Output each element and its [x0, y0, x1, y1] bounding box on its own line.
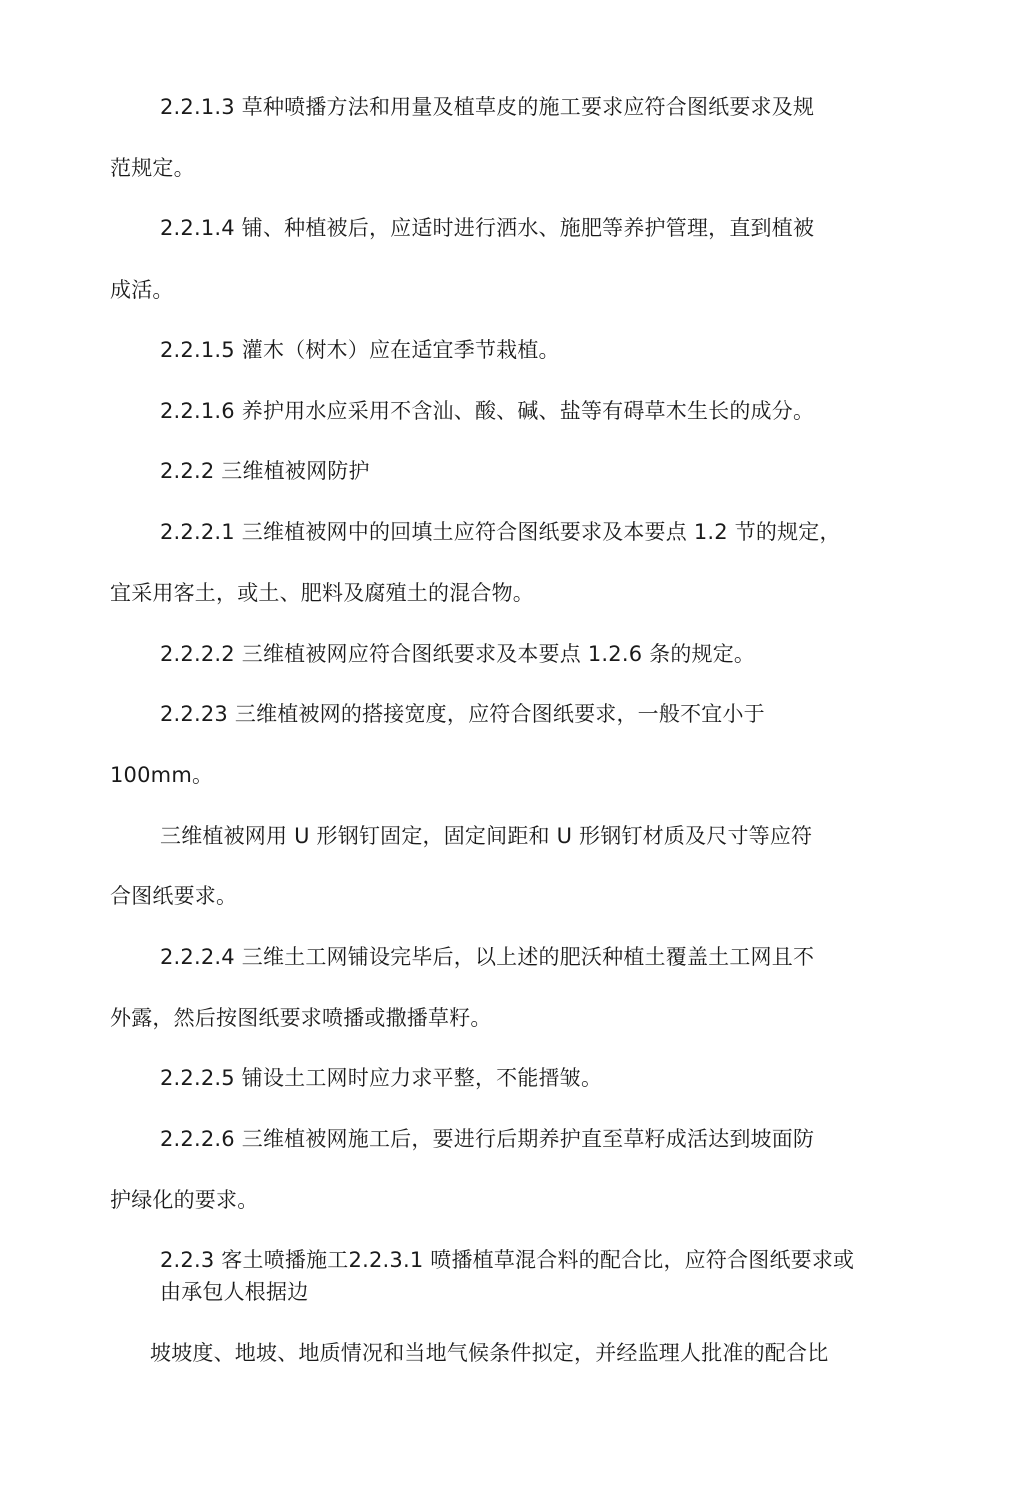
text-line: 成活。 — [110, 278, 174, 302]
text-line: 护绿化的要求。 — [110, 1188, 259, 1212]
text-line: 2.2.2.5 铺设土工网时应力求平整，不能搢皱。 — [160, 1066, 603, 1090]
text-line: 由承包人根据边 — [160, 1280, 309, 1304]
text-line: 宜采用客土，或土、肥料及腐殖土的混合物。 — [110, 581, 534, 605]
text-line: 2.2.2.6 三维植被网施工后，要进行后期养护直至草籽成活达到坡面防 — [160, 1127, 815, 1151]
text-line: 2.2.1.3 草种喷播方法和用量及植草皮的施工要求应符合图纸要求及规 — [160, 95, 815, 119]
text-line: 2.2.1.4 铺、种植被后，应适时进行洒水、施肥等养护管理，直到植被 — [160, 216, 815, 240]
text-line: 100mm。 — [110, 763, 214, 787]
text-line: 2.2.1.6 养护用水应采用不含汕、酸、碱、盐等有碍草木生长的成分。 — [160, 399, 815, 423]
text-line: 2.2.2.4 三维土工网铺设完毕后，以上述的肥沃种植土覆盖土工网且不 — [160, 945, 815, 969]
text-line: 坡坡度、地坡、地质情况和当地气候条件拟定，并经监理人批准的配合比 — [150, 1341, 829, 1365]
text-line: 三维植被网用 U 形钢钉固定，固定间距和 U 形钢钉材质及尺寸等应符 — [160, 824, 813, 848]
text-line: 2.2.2.2 三维植被网应符合图纸要求及本要点 1.2.6 条的规定。 — [160, 642, 756, 666]
text-line: 外露，然后按图纸要求喷播或撒播草籽。 — [110, 1006, 492, 1030]
text-line: 2.2.2.1 三维植被网中的回填土应符合图纸要求及本要点 1.2 节的规定， — [160, 520, 841, 544]
text-line: 2.2.23 三维植被网的搭接宽度，应符合图纸要求，一般不宜小于 — [160, 702, 765, 726]
text-line: 2.2.1.5 灌木（树木）应在适宜季节栽植。 — [160, 338, 560, 362]
section-heading: 2.2.2 三维植被网防护 — [160, 459, 370, 483]
text-line: 范规定。 — [110, 156, 195, 180]
text-line: 2.2.3 客土喷播施工2.2.3.1 喷播植草混合料的配合比，应符合图纸要求或 — [160, 1248, 855, 1272]
text-line: 合图纸要求。 — [110, 884, 238, 908]
